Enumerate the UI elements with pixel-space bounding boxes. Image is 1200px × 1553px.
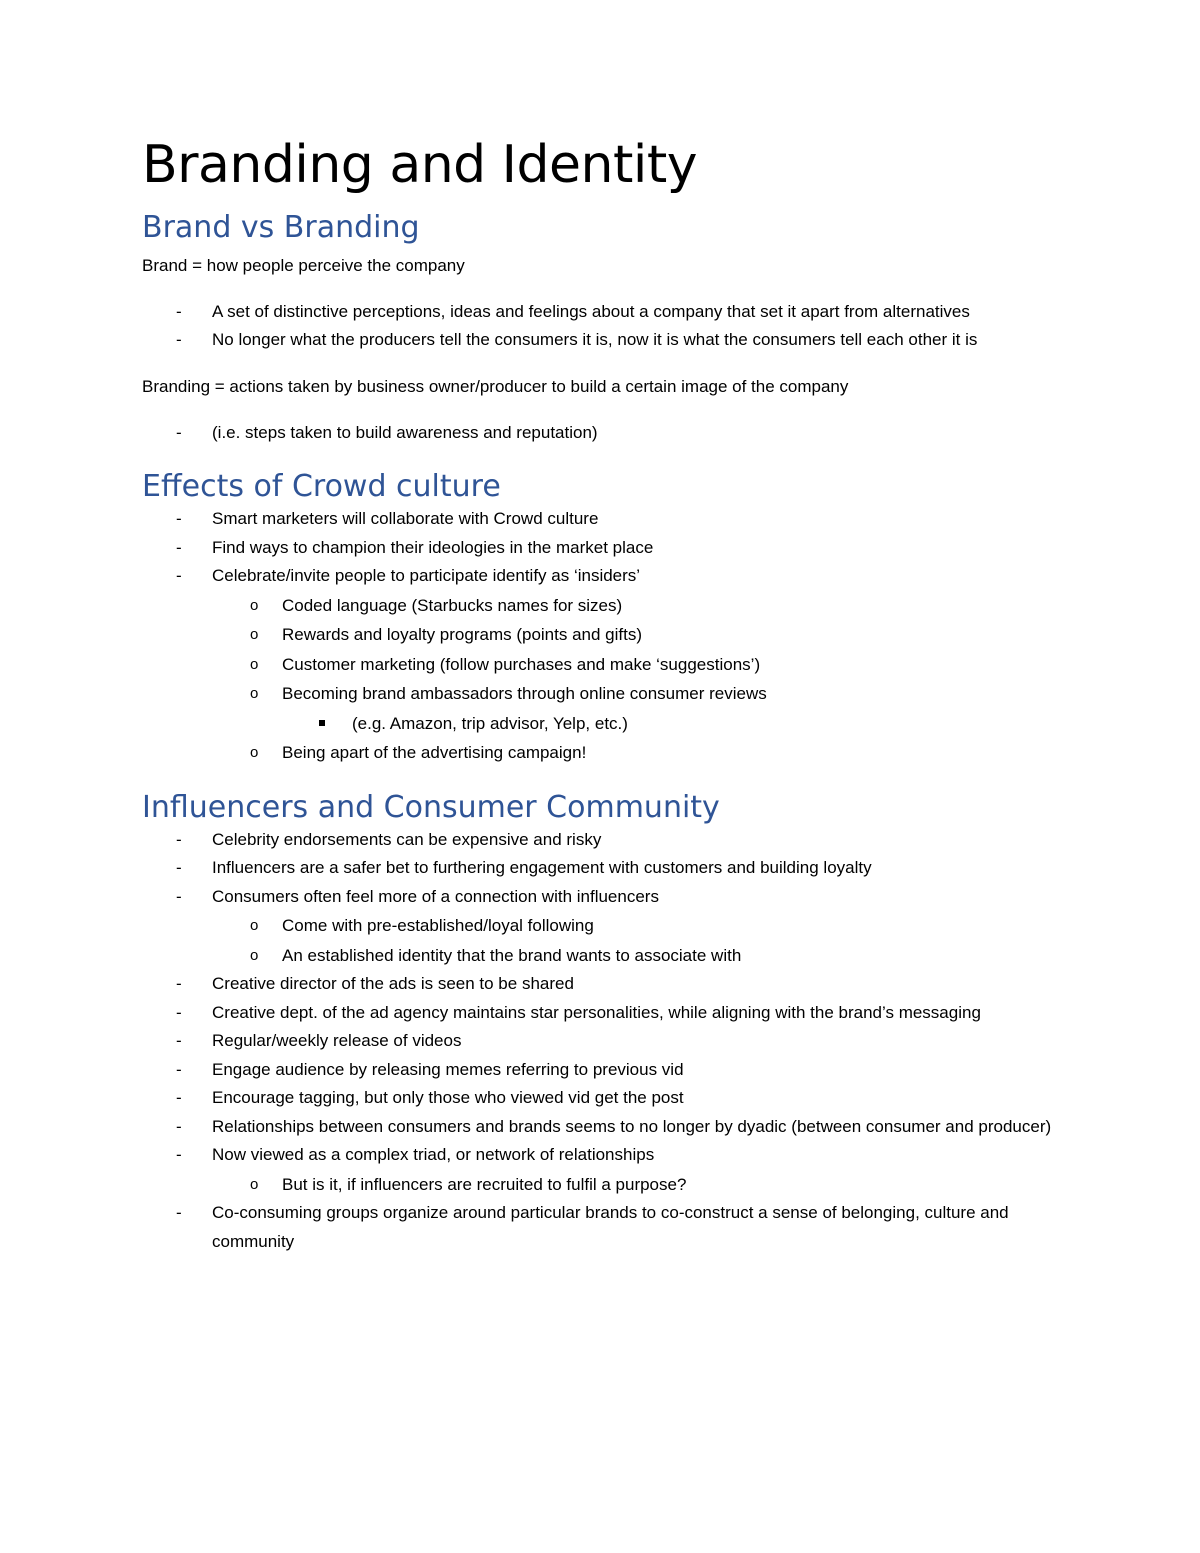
circle-bullet: o [250,946,259,964]
sub-list-item [212,911,1060,941]
section-heading-brand-vs-branding: Brand vs Branding [142,209,420,245]
list-item [142,999,1060,1028]
dash-bullet: - [176,422,182,442]
dash-bullet: - [176,1203,182,1223]
dash-bullet: - [176,1116,182,1136]
sub-list-item [212,738,1060,768]
list-item-text: No longer what the producers tell the consumers it is, now it is what the consumers tell each other it is [212,330,978,350]
branding-definition: Branding = actions taken by business owner/producer to build a certain image of the company [142,376,849,396]
sub-list-item-text: Come with pre-established/loyal following [282,916,594,936]
circle-bullet: o [250,917,259,935]
sub-list [142,1170,1060,1200]
list-item [142,1056,1060,1085]
circle-bullet: o [250,655,259,673]
sub-list-item [212,941,1060,971]
dash-bullet: - [176,1031,182,1051]
sub-list-item-text: But is it, if influencers are recruited to fulfil a purpose? [282,1174,687,1194]
list-item [142,1113,1060,1142]
list-item-text: Co-consuming groups organize around particular brands to co-construct a sense of belonging, culture and community [212,1203,1009,1251]
circle-bullet: o [250,1175,259,1193]
list-item-text: Celebrate/invite people to participate identify as ‘insiders’ [212,566,641,586]
list-item-text: Smart marketers will collaborate with Crowd culture [212,509,599,529]
list-item-text: Engage audience by releasing memes referring to previous vid [212,1059,684,1079]
sub-sub-list-item [282,709,1060,739]
sub-sub-list [212,709,1060,739]
dash-bullet: - [176,1059,182,1079]
list-item [142,854,1060,883]
sub-list-item [212,591,1060,621]
influencers-list [142,826,1060,1257]
list-item-text: Relationships between consumers and brands seems to no longer by dyadic (between consumer and producer) [212,1116,1052,1136]
sub-list-item-text: An established identity that the brand wants to associate with [282,945,742,965]
list-item [142,534,1060,563]
crowd-culture-list [142,505,1060,768]
sub-list-item-text: Coded language (Starbucks names for sizes) [282,595,623,615]
dash-bullet: - [176,1088,182,1108]
sub-list-item-text: Being apart of the advertising campaign! [282,743,587,763]
dash-bullet: - [176,1002,182,1022]
brand-points-list [142,298,1060,355]
sub-list-item-text: Rewards and loyalty programs (points and gifts) [282,625,642,645]
sub-list [142,911,1060,970]
list-item [142,970,1060,999]
list-item [142,883,1060,971]
list-item [142,826,1060,855]
list-item [142,562,1060,768]
dash-bullet: - [176,566,182,586]
list-item [142,1027,1060,1056]
list-item [142,1084,1060,1113]
list-item-text: A set of distinctive perceptions, ideas and feelings about a company that set it apart from alternatives [212,301,970,321]
list-item-text: Influencers are a safer bet to furthering engagement with customers and building loyalty [212,858,872,878]
circle-bullet: o [250,685,259,703]
sub-list [142,591,1060,768]
circle-bullet: o [250,596,259,614]
list-item [142,298,1060,327]
dash-bullet: - [176,537,182,557]
list-item [142,326,1060,355]
sub-list-item [212,679,1060,738]
sub-sub-list-item-text: (e.g. Amazon, trip advisor, Yelp, etc.) [352,713,628,733]
branding-points-list [142,419,1060,448]
square-bullet-icon [319,720,325,726]
dash-bullet: - [176,974,182,994]
list-item-text: Regular/weekly release of videos [212,1031,462,1051]
dash-bullet: - [176,330,182,350]
dash-bullet: - [176,858,182,878]
sub-list-item-text: Becoming brand ambassadors through online consumer reviews [282,684,767,704]
sub-list-item-text: Customer marketing (follow purchases and make ‘suggestions’) [282,654,761,674]
list-item-text: Creative dept. of the ad agency maintains star personalities, while aligning with the brand’s messaging [212,1002,981,1022]
dash-bullet: - [176,509,182,529]
list-item [142,1199,1060,1256]
sub-list-item [212,620,1060,650]
list-item-text: Encourage tagging, but only those who viewed vid get the post [212,1088,684,1108]
section-heading-crowd-culture: Effects of Crowd culture [142,469,501,505]
list-item [142,419,1060,448]
dash-bullet: - [176,886,182,906]
list-item-text: Creative director of the ads is seen to be shared [212,974,574,994]
dash-bullet: - [176,829,182,849]
list-item-text: (i.e. steps taken to build awareness and reputation) [212,422,598,442]
list-item [142,505,1060,534]
circle-bullet: o [250,744,259,762]
dash-bullet: - [176,1145,182,1165]
list-item-text: Now viewed as a complex triad, or network of relationships [212,1145,655,1165]
list-item [142,1141,1060,1199]
section-heading-influencers: Influencers and Consumer Community [142,789,720,825]
list-item-text: Celebrity endorsements can be expensive and risky [212,829,602,849]
circle-bullet: o [250,626,259,644]
sub-list-item [212,1170,1060,1200]
list-item-text: Find ways to champion their ideologies in the market place [212,537,654,557]
page-title: Branding and Identity [142,135,697,195]
list-item-text: Consumers often feel more of a connection with influencers [212,886,659,906]
sub-list-item [212,650,1060,680]
dash-bullet: - [176,301,182,321]
brand-definition: Brand = how people perceive the company [142,255,465,275]
